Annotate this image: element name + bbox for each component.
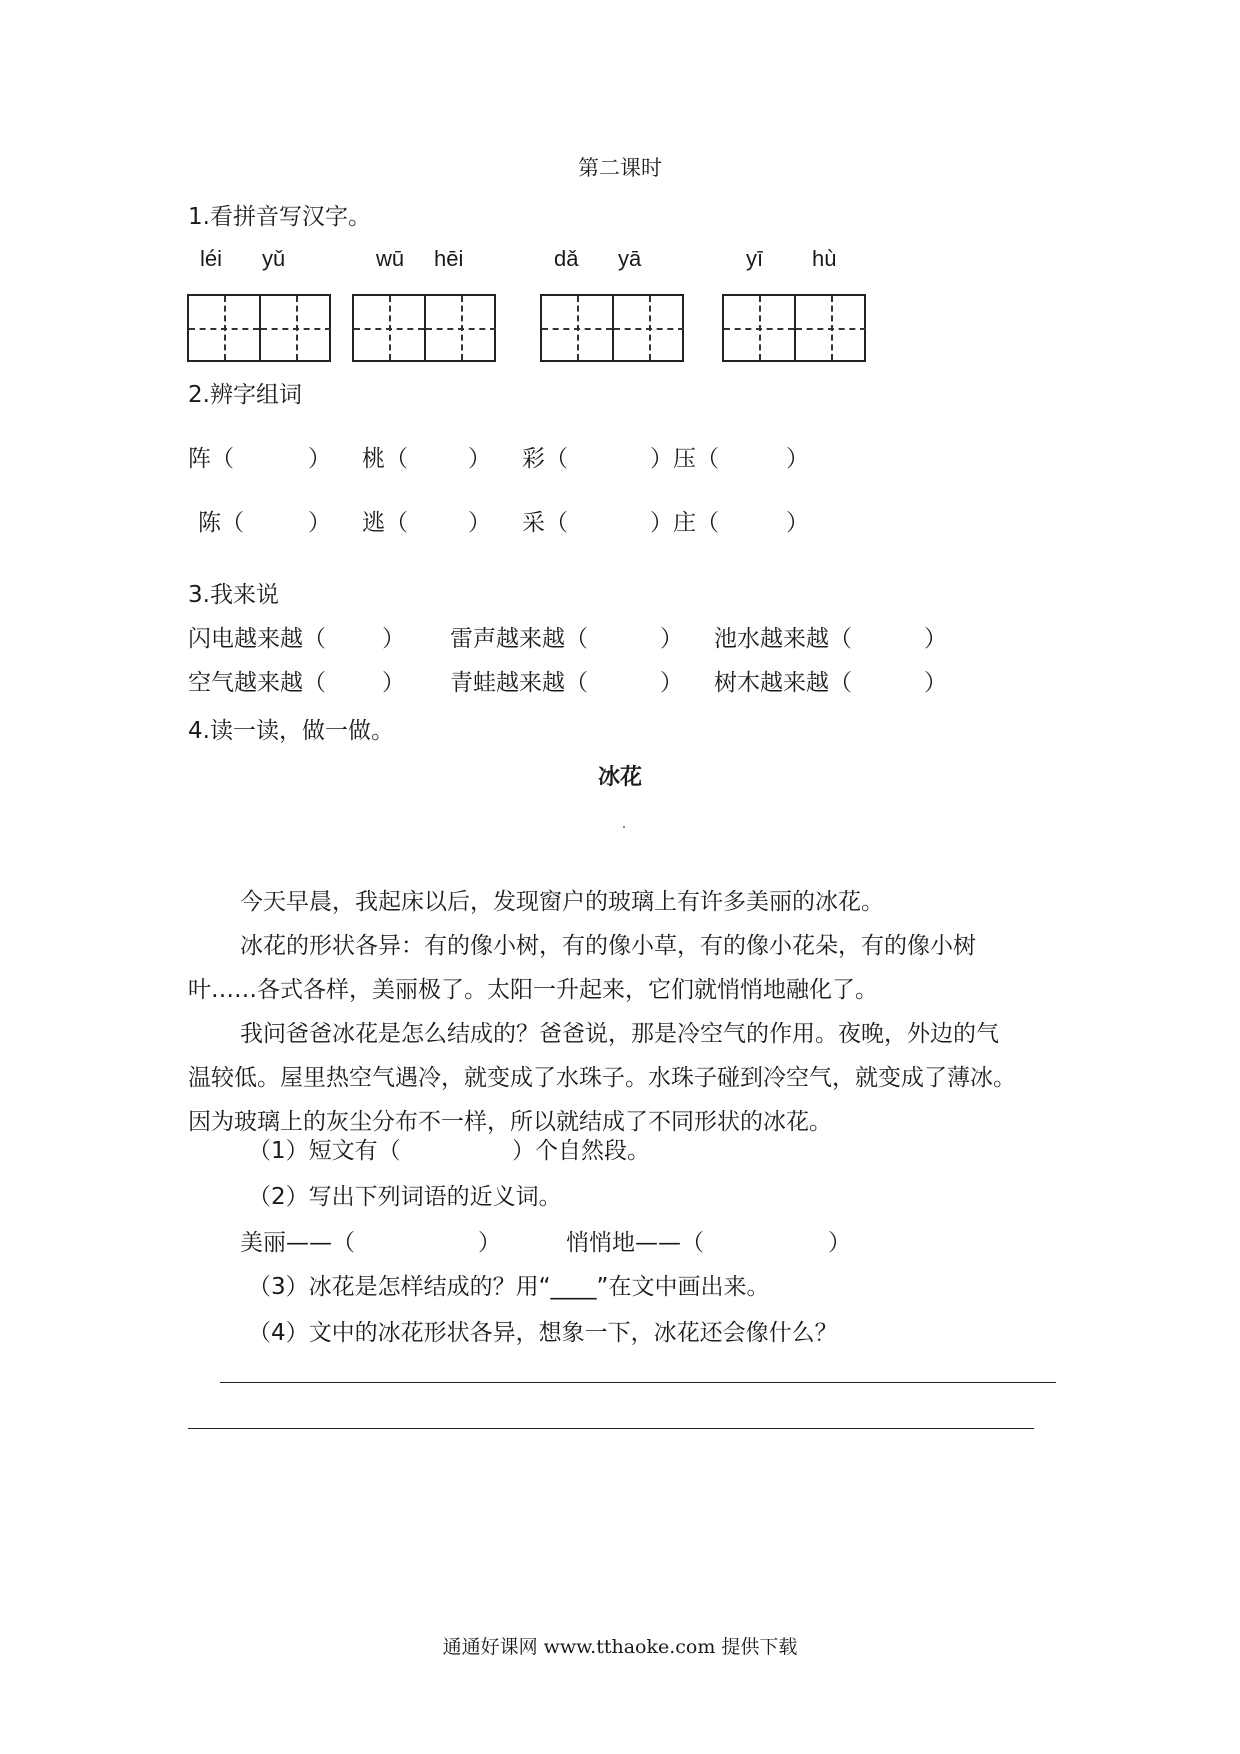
q2-item: ） [468,510,491,536]
footer-text: 通通好课网 www.tthaoke.com 提供下载 [442,1636,798,1658]
story-line: 我问爸爸冰花是怎么结成的？爸爸说，那是冷空气的作用。夜晚，外边的气 [240,1021,999,1047]
writing-grid[interactable] [540,294,684,362]
q2-item: 桃（ [362,446,408,472]
q2-heading: 2.辨字组词 [188,382,302,408]
q2-item: ） [468,446,491,472]
q4-sub1-b: ）个自然段。 [512,1138,650,1164]
q2-item: ） [308,510,331,536]
pinyin: hēi [434,246,464,271]
lesson-title: 第二课时 [578,156,662,180]
q1-heading: 1.看拼音写汉字。 [188,204,371,230]
q2-item: 陈（ [198,510,244,536]
q3-item: 闪电越来越（ [188,626,326,652]
q3-item: ） [924,626,947,652]
story-line: 因为玻璃上的灰尘分布不一样，所以就结成了不同形状的冰花。 [188,1109,832,1135]
q3-item: 池水越来越（ [714,626,852,652]
q3-item: 青蛙越来越（ [450,670,588,696]
pinyin: wū [376,246,405,271]
synonym-item: 美丽——（ [240,1230,355,1256]
q3-item: 空气越来越（ [188,670,326,696]
q2-item: ）庄（ [650,510,719,536]
q4-sub2: （2）写出下列词语的近义词。 [248,1184,562,1210]
pinyin: dǎ [554,246,579,271]
q4-sub1-a: （1）短文有（ [248,1138,401,1164]
story-line: 温较低。屋里热空气遇冷，就变成了水珠子。水珠子碰到冷空气，就变成了薄冰。 [188,1065,1016,1091]
story-line: 今天早晨，我起床以后，发现窗户的玻璃上有许多美丽的冰花。 [240,889,884,915]
q2-item: ）压（ [650,446,719,472]
answer-line[interactable] [188,1428,1034,1429]
synonym-item: ） [828,1230,851,1256]
synonym-item: ） [478,1230,501,1256]
q3-heading: 3.我来说 [188,582,279,608]
q2-item: ） [786,510,809,536]
pinyin: léi [200,246,223,271]
q3-item: ） [382,626,405,652]
writing-grid[interactable] [187,294,331,362]
pinyin: yā [618,246,642,271]
q4-heading: 4.读一读，做一做。 [188,718,394,744]
synonym-item: 悄悄地——（ [566,1230,704,1256]
story-title: 冰花 [597,765,642,790]
q4-sub3: （3）冰花是怎样结成的？用“____”在文中画出来。 [248,1274,770,1300]
q3-item: ） [382,670,405,696]
writing-grid[interactable] [722,294,866,362]
q2-item: 彩（ [522,446,568,472]
q3-item: 雷声越来越（ [450,626,588,652]
q2-item: 逃（ [362,510,408,536]
q4-sub4: （4）文中的冰花形状各异，想象一下，冰花还会像什么？ [248,1320,838,1346]
q3-item: ） [924,670,947,696]
writing-grid[interactable] [352,294,496,362]
q2-item: ） [786,446,809,472]
q3-item: ） [660,626,683,652]
answer-line[interactable] [220,1382,1056,1383]
q2-item: 采（ [522,510,568,536]
pinyin: yǔ [262,246,286,271]
q3-item: 树木越来越（ [714,670,852,696]
q2-item: ） [308,446,331,472]
story-line: 叶……各式各样，美丽极了。太阳一升起来，它们就悄悄地融化了。 [188,977,878,1003]
pinyin: yī [746,246,764,271]
stray-dot [623,826,625,828]
story-line: 冰花的形状各异：有的像小树，有的像小草，有的像小花朵，有的像小树 [240,933,976,959]
pinyin: hù [812,246,837,271]
q3-item: ） [660,670,683,696]
q2-item: 阵（ [188,446,234,472]
